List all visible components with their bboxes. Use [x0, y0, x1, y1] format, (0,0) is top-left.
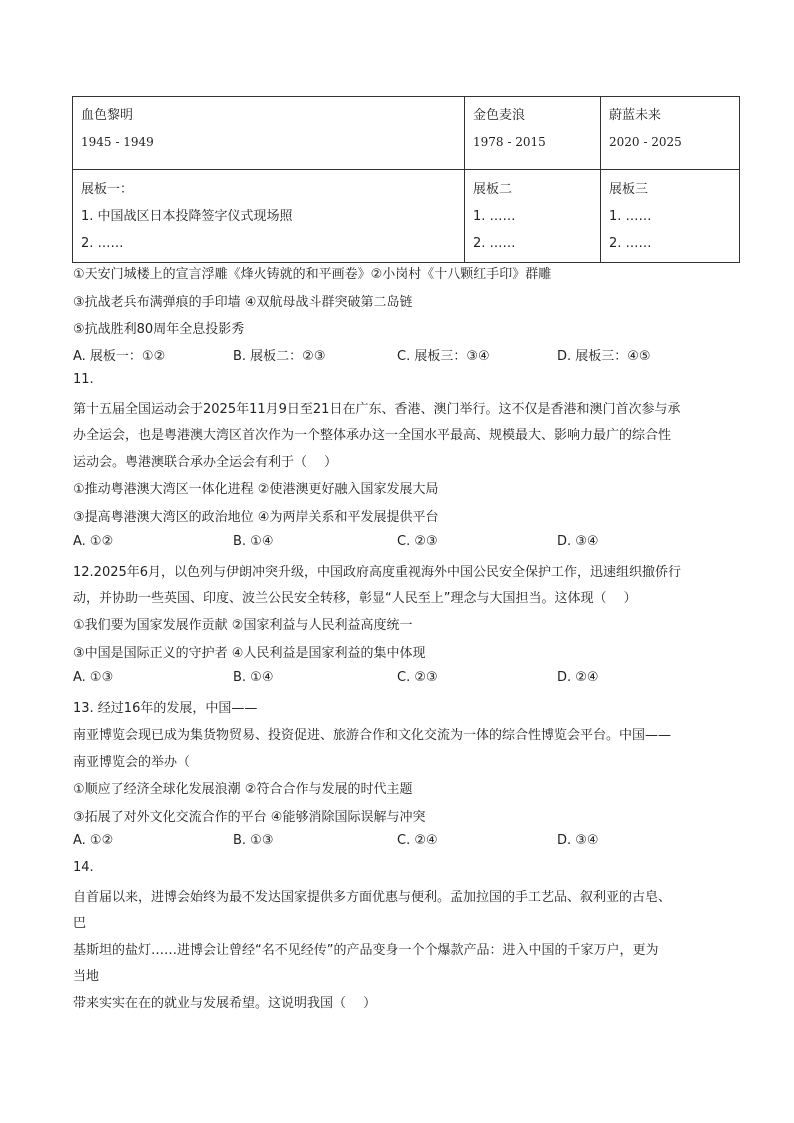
table-row — [73, 97, 740, 170]
table-cell — [465, 170, 601, 263]
board-item: 1. 中国战区日本投降签字仪式现场照 — [81, 209, 293, 224]
q14-stem: 当地 — [73, 969, 100, 984]
q11-choice-c[interactable]: C. ②③ — [397, 534, 438, 549]
q13-stem: 13. 经过16年的发展，中国—— — [73, 701, 258, 716]
board-item: 2. …… — [81, 236, 124, 251]
board-item: 2. …… — [609, 236, 652, 251]
q14-stem: 基斯坦的盐灯……进博会让曾经“名不见经传”的产品变身一个个爆款产品：进入中国的千家万户，更为 — [73, 943, 659, 958]
q10-choice-d[interactable]: D. 展板三：④⑤ — [557, 349, 651, 364]
q12-choice-b[interactable]: B. ①④ — [233, 670, 274, 685]
section-title: 血色黎明 — [81, 108, 134, 123]
q10-choice-c[interactable]: C. 展板三：③④ — [397, 349, 490, 364]
exhibition-table — [72, 96, 740, 263]
q11-choice-d[interactable]: D. ③④ — [557, 534, 599, 549]
q12-stem: 12.2025年6月，以色列与伊朗冲突升级，中国政府高度重视海外中国公民安全保护工作，迅速组织撤侨行 — [73, 565, 682, 580]
q10-option-line: ①天安门城楼上的宣言浮雕《烽火铸就的和平画卷》②小岗村《十八颗红手印》群雕 — [73, 267, 552, 282]
q14-number: 14. — [73, 860, 94, 875]
q13-option-line: ①顺应了经济全球化发展浪潮 ②符合合作与发展的时代主题 — [73, 782, 413, 797]
q12-choice-c[interactable]: C. ②③ — [397, 670, 438, 685]
q13-choice-a[interactable]: A. ①② — [73, 833, 114, 848]
q13-choice-d[interactable]: D. ③④ — [557, 833, 599, 848]
q12-option-line: ①我们要为国家发展作贡献 ②国家利益与人民利益高度统一 — [73, 618, 413, 633]
q14-stem: 巴 — [73, 916, 87, 931]
table-cell — [73, 170, 465, 263]
q10-option-line: ③抗战老兵布满弹痕的手印墙 ④双航母战斗群突破第二岛链 — [73, 295, 413, 310]
q11-option-line: ③提高粤港澳大湾区的政治地位 ④为两岸关系和平发展提供平台 — [73, 510, 439, 525]
section-years: 1945 - 1949 — [81, 135, 154, 149]
q12-option-line: ③中国是国际正义的守护者 ④人民利益是国家利益的集中体现 — [73, 646, 426, 661]
q11-stem: 第十五届全国运动会于2025年11月9日至21日在广东、香港、澳门举行。这不仅是香港和澳门首次参与承 — [73, 402, 681, 417]
q10-choice-b[interactable]: B. 展板二：②③ — [233, 349, 326, 364]
q12-choice-d[interactable]: D. ②④ — [557, 670, 599, 685]
q13-choice-c[interactable]: C. ②④ — [397, 833, 438, 848]
board-item: 1. …… — [609, 209, 652, 224]
q13-choice-b[interactable]: B. ①③ — [233, 833, 274, 848]
section-years: 2020 - 2025 — [609, 135, 682, 149]
q12-choice-a[interactable]: A. ①③ — [73, 670, 114, 685]
q11-stem: 运动会。粤港澳联合承办全运会有利于（ ） — [73, 455, 338, 470]
q12-stem: 动，并协助一些英国、印度、波兰公民安全转移，彰显“人民至上”理念与大国担当。这体现（ ） — [73, 591, 637, 606]
q13-option-line: ③拓展了对外文化交流合作的平台 ④能够消除国际误解与冲突 — [73, 810, 426, 825]
q13-stem: 南亚博览会现已成为集货物贸易、投资促进、旅游合作和文化交流为一体的综合性博览会平台。中国—— — [73, 728, 672, 743]
q14-stem: 带来实实在在的就业与发展希望。这说明我国（ ） — [73, 996, 377, 1011]
board-title: 展板二 — [473, 182, 513, 197]
q11-choice-a[interactable]: A. ①② — [73, 534, 114, 549]
table-cell — [601, 97, 740, 170]
table-row — [73, 170, 740, 263]
board-title: 展板三 — [609, 182, 649, 197]
section-years: 1978 - 2015 — [473, 135, 546, 149]
table-cell — [465, 97, 601, 170]
q13-stem: 南亚博览会的举办（ — [73, 755, 191, 770]
board-title: 展板一： — [81, 182, 134, 197]
table-cell — [73, 97, 465, 170]
section-title: 蔚蓝未来 — [609, 108, 662, 123]
section-title: 金色麦浪 — [473, 108, 526, 123]
board-item: 1. …… — [473, 209, 516, 224]
q11-choice-b[interactable]: B. ①④ — [233, 534, 274, 549]
board-item: 2. …… — [473, 236, 516, 251]
table-cell — [601, 170, 740, 263]
q11-option-line: ①推动粤港澳大湾区一体化进程 ②使港澳更好融入国家发展大局 — [73, 482, 439, 497]
q11-number: 11. — [73, 372, 94, 387]
q10-choice-a[interactable]: A. 展板一：①② — [73, 349, 166, 364]
q11-stem: 办全运会，也是粤港澳大湾区首次作为一个整体承办这一全国水平最高、规模最大、影响力最广的综合性 — [73, 428, 672, 443]
q10-option-line: ⑤抗战胜利80周年全息投影秀 — [73, 322, 245, 337]
q14-stem: 自首届以来，进博会始终为最不发达国家提供多方面优惠与便利。孟加拉国的手工艺品、叙利亚的古皂、 — [73, 890, 672, 905]
